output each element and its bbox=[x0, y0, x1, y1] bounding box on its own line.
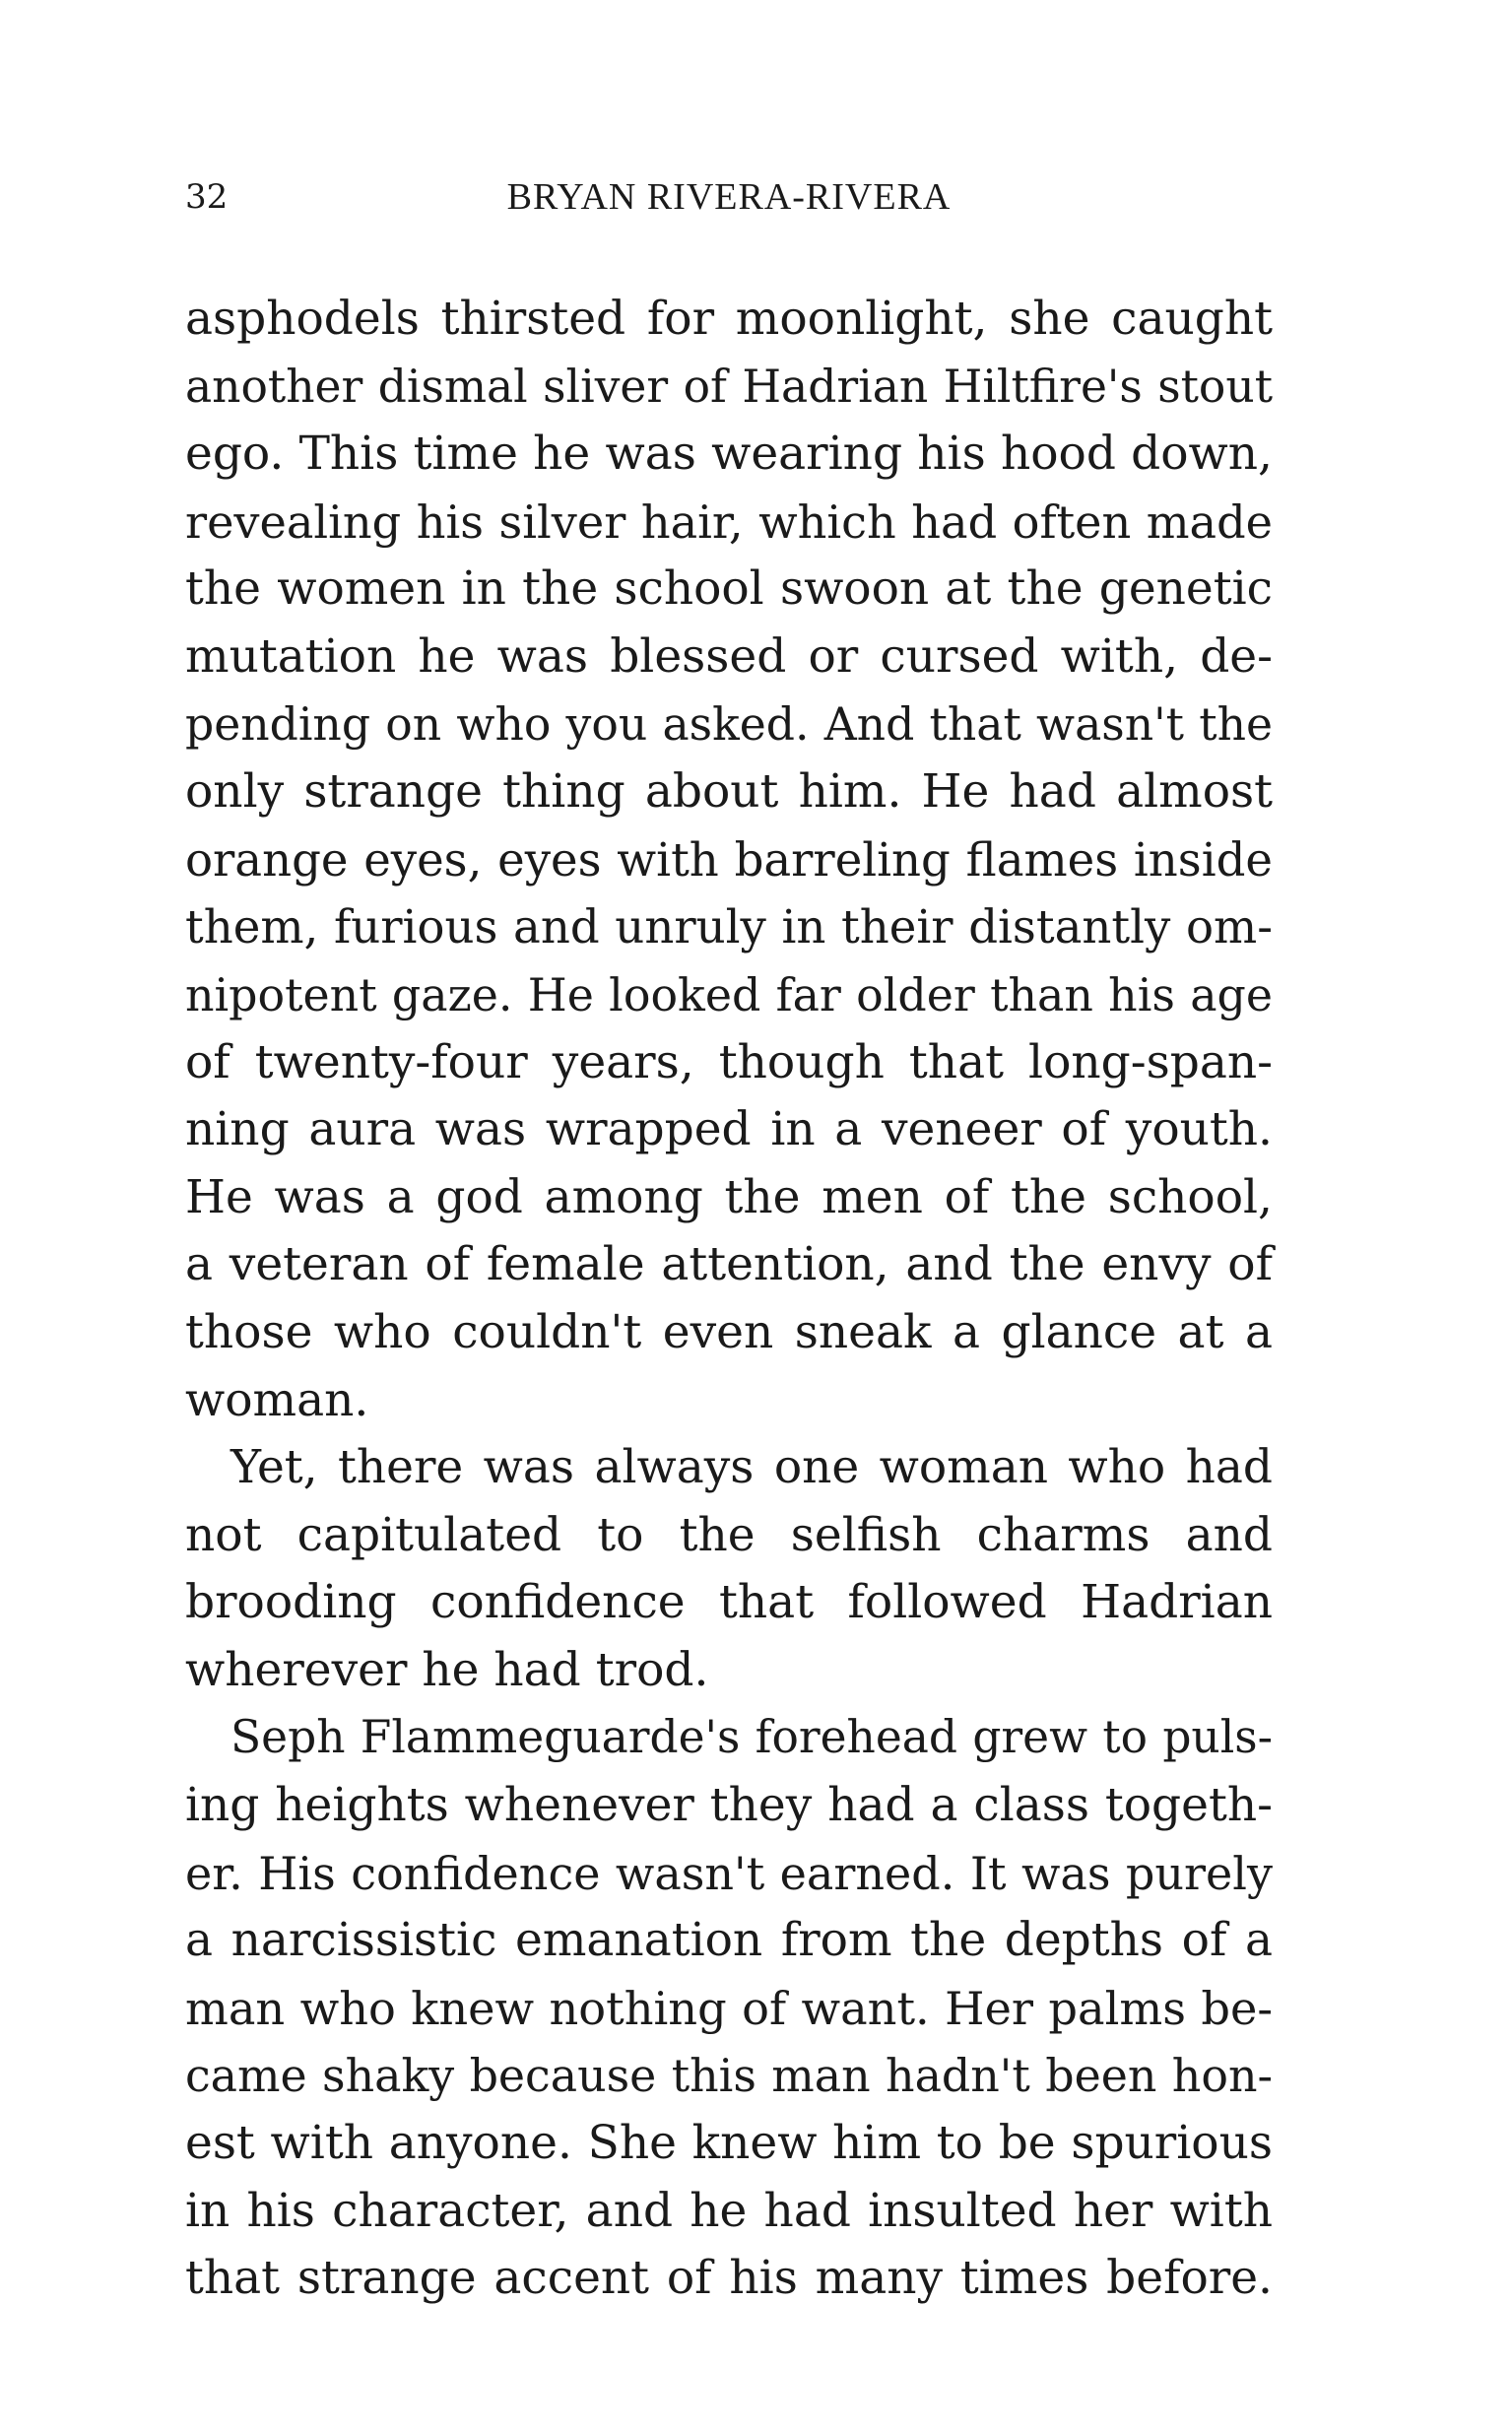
text-line: ing heights whenever they had a class togeth- bbox=[185, 1778, 1273, 1833]
text-line: revealing his silver hair, which had often made bbox=[185, 494, 1273, 549]
paragraph bbox=[185, 286, 1273, 1434]
text-line: the women in the school swoon at the genetic bbox=[185, 561, 1273, 617]
text-line: wherever he had trod. bbox=[185, 1642, 709, 1697]
text-line: Seph Flammeguarde's forehead grew to puls- bbox=[230, 1711, 1273, 1764]
running-header bbox=[185, 167, 1273, 227]
text-line: a narcissistic emanation from the depths of a bbox=[185, 1913, 1273, 1968]
text-line: nipotent gaze. He looked far older than his age bbox=[185, 967, 1273, 1021]
text-line: mutation he was blessed or cursed with, de- bbox=[185, 628, 1273, 684]
body-text bbox=[185, 286, 1273, 2313]
paragraph bbox=[185, 1434, 1273, 1704]
text-line: that strange accent of his many times before. bbox=[185, 2251, 1273, 2306]
text-line: in his character, and he had insulted her with bbox=[185, 2183, 1273, 2238]
text-line: those who couldn't even sneak a glance at a bbox=[185, 1304, 1273, 1359]
text-line: came shaky because this man hadn't been hon- bbox=[185, 2049, 1273, 2103]
text-line: ning aura was wrapped in a veneer of youth. bbox=[185, 1102, 1273, 1157]
text-line: of twenty-four years, though that long-span- bbox=[185, 1034, 1273, 1089]
text-line: He was a god among the men of the school, bbox=[185, 1169, 1273, 1224]
text-line: them, furious and unruly in their distantly om- bbox=[185, 900, 1273, 954]
text-line: a veteran of female attention, and the envy of bbox=[185, 1237, 1273, 1292]
text-line: man who knew nothing of want. Her palms be- bbox=[185, 1981, 1273, 2035]
page-number: 32 bbox=[185, 177, 229, 217]
text-line: Yet, there was always one woman who had bbox=[230, 1440, 1273, 1495]
running-title: BRYAN RIVERA-RIVERA bbox=[506, 176, 952, 218]
text-line: woman. bbox=[185, 1372, 369, 1427]
text-line: pending on who you asked. And that wasn't the bbox=[185, 697, 1273, 751]
paragraph bbox=[185, 1704, 1273, 2312]
text-line: another dismal sliver of Hadrian Hiltfire's stout bbox=[185, 360, 1273, 413]
text-line: orange eyes, eyes with barreling flames inside bbox=[185, 832, 1273, 887]
text-line: ego. This time he was wearing his hood down, bbox=[185, 427, 1273, 482]
text-line: er. His confidence wasn't earned. It was purely bbox=[185, 1846, 1273, 1900]
text-line: only strange thing about him. He had almost bbox=[185, 764, 1273, 820]
text-line: not capitulated to the selfish charms and bbox=[185, 1507, 1273, 1562]
text-line: est with anyone. She knew him to be spurious bbox=[185, 2116, 1273, 2171]
text-line: asphodels thirsted for moonlight, she caught bbox=[185, 292, 1273, 346]
text-line: brooding confidence that followed Hadrian bbox=[185, 1575, 1273, 1630]
